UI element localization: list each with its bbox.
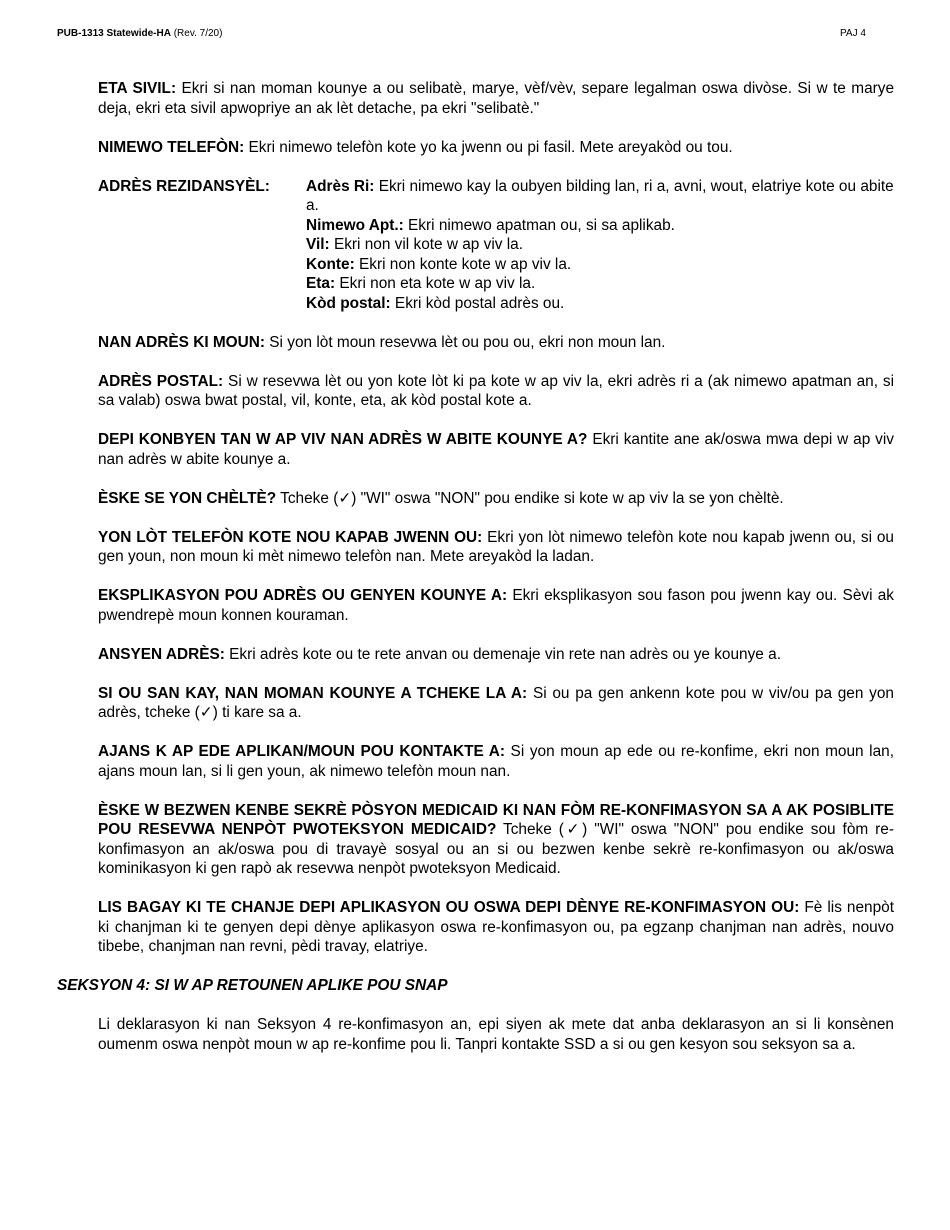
term-text: Ekri eksplikasyon sou fason pou jwenn kay ou. Sèvi ak pwendrepè moun konnen kouraman. <box>98 587 894 624</box>
term-label: Eta: <box>306 275 336 292</box>
term-label: ETA SIVIL: <box>98 80 177 97</box>
revision-label: (Rev. 7/20) <box>173 28 223 39</box>
term-text: Ekri kòd postal adrès ou. <box>390 294 565 312</box>
term-label: ANSYEN ADRÈS: <box>98 645 225 663</box>
term-text: Si yon moun ap ede ou re-konfime, ekri non moun lan, ajans moun lan, si li gen youn, ak nimewo telefòn moun nan. <box>98 743 894 780</box>
term-label: Vil: <box>306 236 330 253</box>
term-label: NIMEWO TELEFÒN: <box>98 138 245 156</box>
term-text: Si yon lòt moun resevwa lèt ou pou ou, ekri non moun lan. <box>265 333 666 351</box>
term-text: Ekri nimewo telefòn kote yo ka jwenn ou pi fasil. Mete areyakòd ou tou. <box>244 138 733 156</box>
address-line-street <box>306 177 894 216</box>
term-text: Ekri non vil kote w ap viv la. <box>329 236 523 253</box>
term-text: Fè lis nenpòt ki chanjman ki te genyen depi dènye aplikasyon oswa re-konfimasyon ou, pa egzanp chanjman nan adrès, nouvo tibebe, chanjman nan revni, pèdi travay, elatriye. <box>98 899 894 955</box>
address-line-county <box>306 255 894 275</box>
address-line-zip <box>306 294 894 314</box>
page-header <box>57 28 950 42</box>
term-text: Tcheke (✓) "WI" oswa "NON" pou endike sou fòm re-konfimasyon an ak/oswa pou di travayè sosyal ou an si ou bezwen kenbe sekrè re-konfimasyon ou ak/oswa kominikasyon ki gen rapò ak resevwa nenpòt pwoteksyon Medicaid. <box>98 821 894 877</box>
address-line-state <box>306 274 894 294</box>
paragraph-mailing-address <box>98 372 894 411</box>
term-text: Ekri nimewo apatman ou, si sa aplikab. <box>403 216 675 234</box>
term-label: ADRÈS POSTAL: <box>98 372 224 390</box>
term-label: AJANS K AP EDE APLIKAN/MOUN POU KONTAKTE A: <box>98 743 505 760</box>
term-text: Ekri yon lòt nimewo telefòn kote nou kapab jwenn ou, si ou gen youn, non moun ki mèt nimewo telefòn nan. Mete areyakòd la ladan. <box>98 528 894 565</box>
term-label: ÈSKE SE YON CHÈLTÈ? <box>98 489 277 507</box>
term-text: Ekri non konte kote w ap viv la. <box>354 255 572 273</box>
term-text: Si w resevwa lèt ou yon kote lòt ki pa kote w ap viv la, ekri adrès ri a (ak nimewo apatman an, si sa valab) oswa bwat postal, vil, konte, eta, ak kòd postal kote a. <box>98 372 894 409</box>
term-label: ÈSKE W BEZWEN KENBE SEKRÈ PÒSYON MEDICAID KI NAN FÒM RE-KONFIMASYON SA A AK POSIBLITE POU RESEVWA NENPÒT PWOTEKSYON MEDICAID? <box>98 801 894 838</box>
form-id: PUB-1313 Statewide-HA <box>57 28 171 39</box>
paragraph-previous-address <box>98 645 894 665</box>
residential-address-lines <box>306 177 894 314</box>
residential-address-block <box>98 177 894 314</box>
term-text: Si ou pa gen ankenn kote pou w viv/ou pa gen yon adrès, tcheke (✓) ti kare sa a. <box>98 684 894 721</box>
paragraph-homeless <box>98 684 894 723</box>
term-label: DEPI KONBYEN TAN W AP VIV NAN ADRÈS W ABITE KOUNYE A? <box>98 431 588 448</box>
term-label: Kòd postal: <box>306 294 391 312</box>
paragraph-in-care-of <box>98 333 894 353</box>
paragraph-marital-status <box>98 79 894 118</box>
paragraph-agency-contact <box>98 742 894 781</box>
term-label: SI OU SAN KAY, NAN MOMAN KOUNYE A TCHEKE LA A: <box>98 684 528 702</box>
paragraph-changes-list <box>98 898 894 957</box>
term-label: YON LÒT TELEFÒN KOTE NOU KAPAB JWENN OU: <box>98 528 483 546</box>
term-text: Ekri adrès kote ou te rete anvan ou demenaje vin rete nan adrès ou ye kounye a. <box>224 645 781 663</box>
address-line-apt <box>306 216 894 236</box>
address-line-city <box>306 235 894 255</box>
term-text: Tcheke (✓) "WI" oswa "NON" pou endike si kote w ap viv la se yon chèltè. <box>276 489 784 507</box>
term-label: Konte: <box>306 255 355 273</box>
term-text: Ekri kantite ane ak/oswa mwa depi w ap viv nan adrès w abite kounye a. <box>98 431 894 468</box>
paragraph-shelter <box>98 489 894 509</box>
paragraph-time-at-address <box>98 430 894 469</box>
residential-address-label: ADRÈS REZIDANSYÈL: <box>98 177 270 195</box>
term-label: Adrès Ri: <box>306 177 375 195</box>
paragraph-address-directions <box>98 586 894 625</box>
document-body <box>57 79 895 1074</box>
term-label: LIS BAGAY KI TE CHANJE DEPI APLIKASYON OU OSWA DEPI DÈNYE RE-KONFIMASYON OU: <box>98 899 800 916</box>
term-text: Ekri nimewo kay la oubyen bilding lan, ri a, avni, wout, elatriye kote ou abite a. <box>306 177 894 214</box>
term-label: Nimewo Apt.: <box>306 216 404 234</box>
page-number: PAJ 4 <box>840 28 866 39</box>
term-label: EKSPLIKASYON POU ADRÈS OU GENYEN KOUNYE A: <box>98 587 508 604</box>
paragraph-medicaid-confidentiality <box>98 801 894 879</box>
term-text: Ekri si nan moman kounye a ou selibatè, marye, vèf/vèv, separe legalman oswa divòse. Si w te marye deja, ekri eta sivil apwopriye an ak lèt detache, pa ekri "selibatè." <box>98 80 895 117</box>
term-label: NAN ADRÈS KI MOUN: <box>98 333 266 351</box>
section-4-body: Li deklarasyon ki nan Seksyon 4 re-konfimasyon an, epi siyen ak mete dat anba deklarasyon an si li konsènen oumenm oswa nenpòt moun w ap re-konfime pou li. Tanpri kontakte SSD a si ou gen kesyon sou seksyon sa a. <box>98 1016 894 1053</box>
paragraph-phone-number <box>98 138 894 158</box>
section-4-heading: SEKSYON 4: SI W AP RETOUNEN APLIKE POU SNAP <box>57 977 448 994</box>
term-text: Ekri non eta kote w ap viv la. <box>335 275 536 292</box>
paragraph-alternate-phone <box>98 528 894 567</box>
